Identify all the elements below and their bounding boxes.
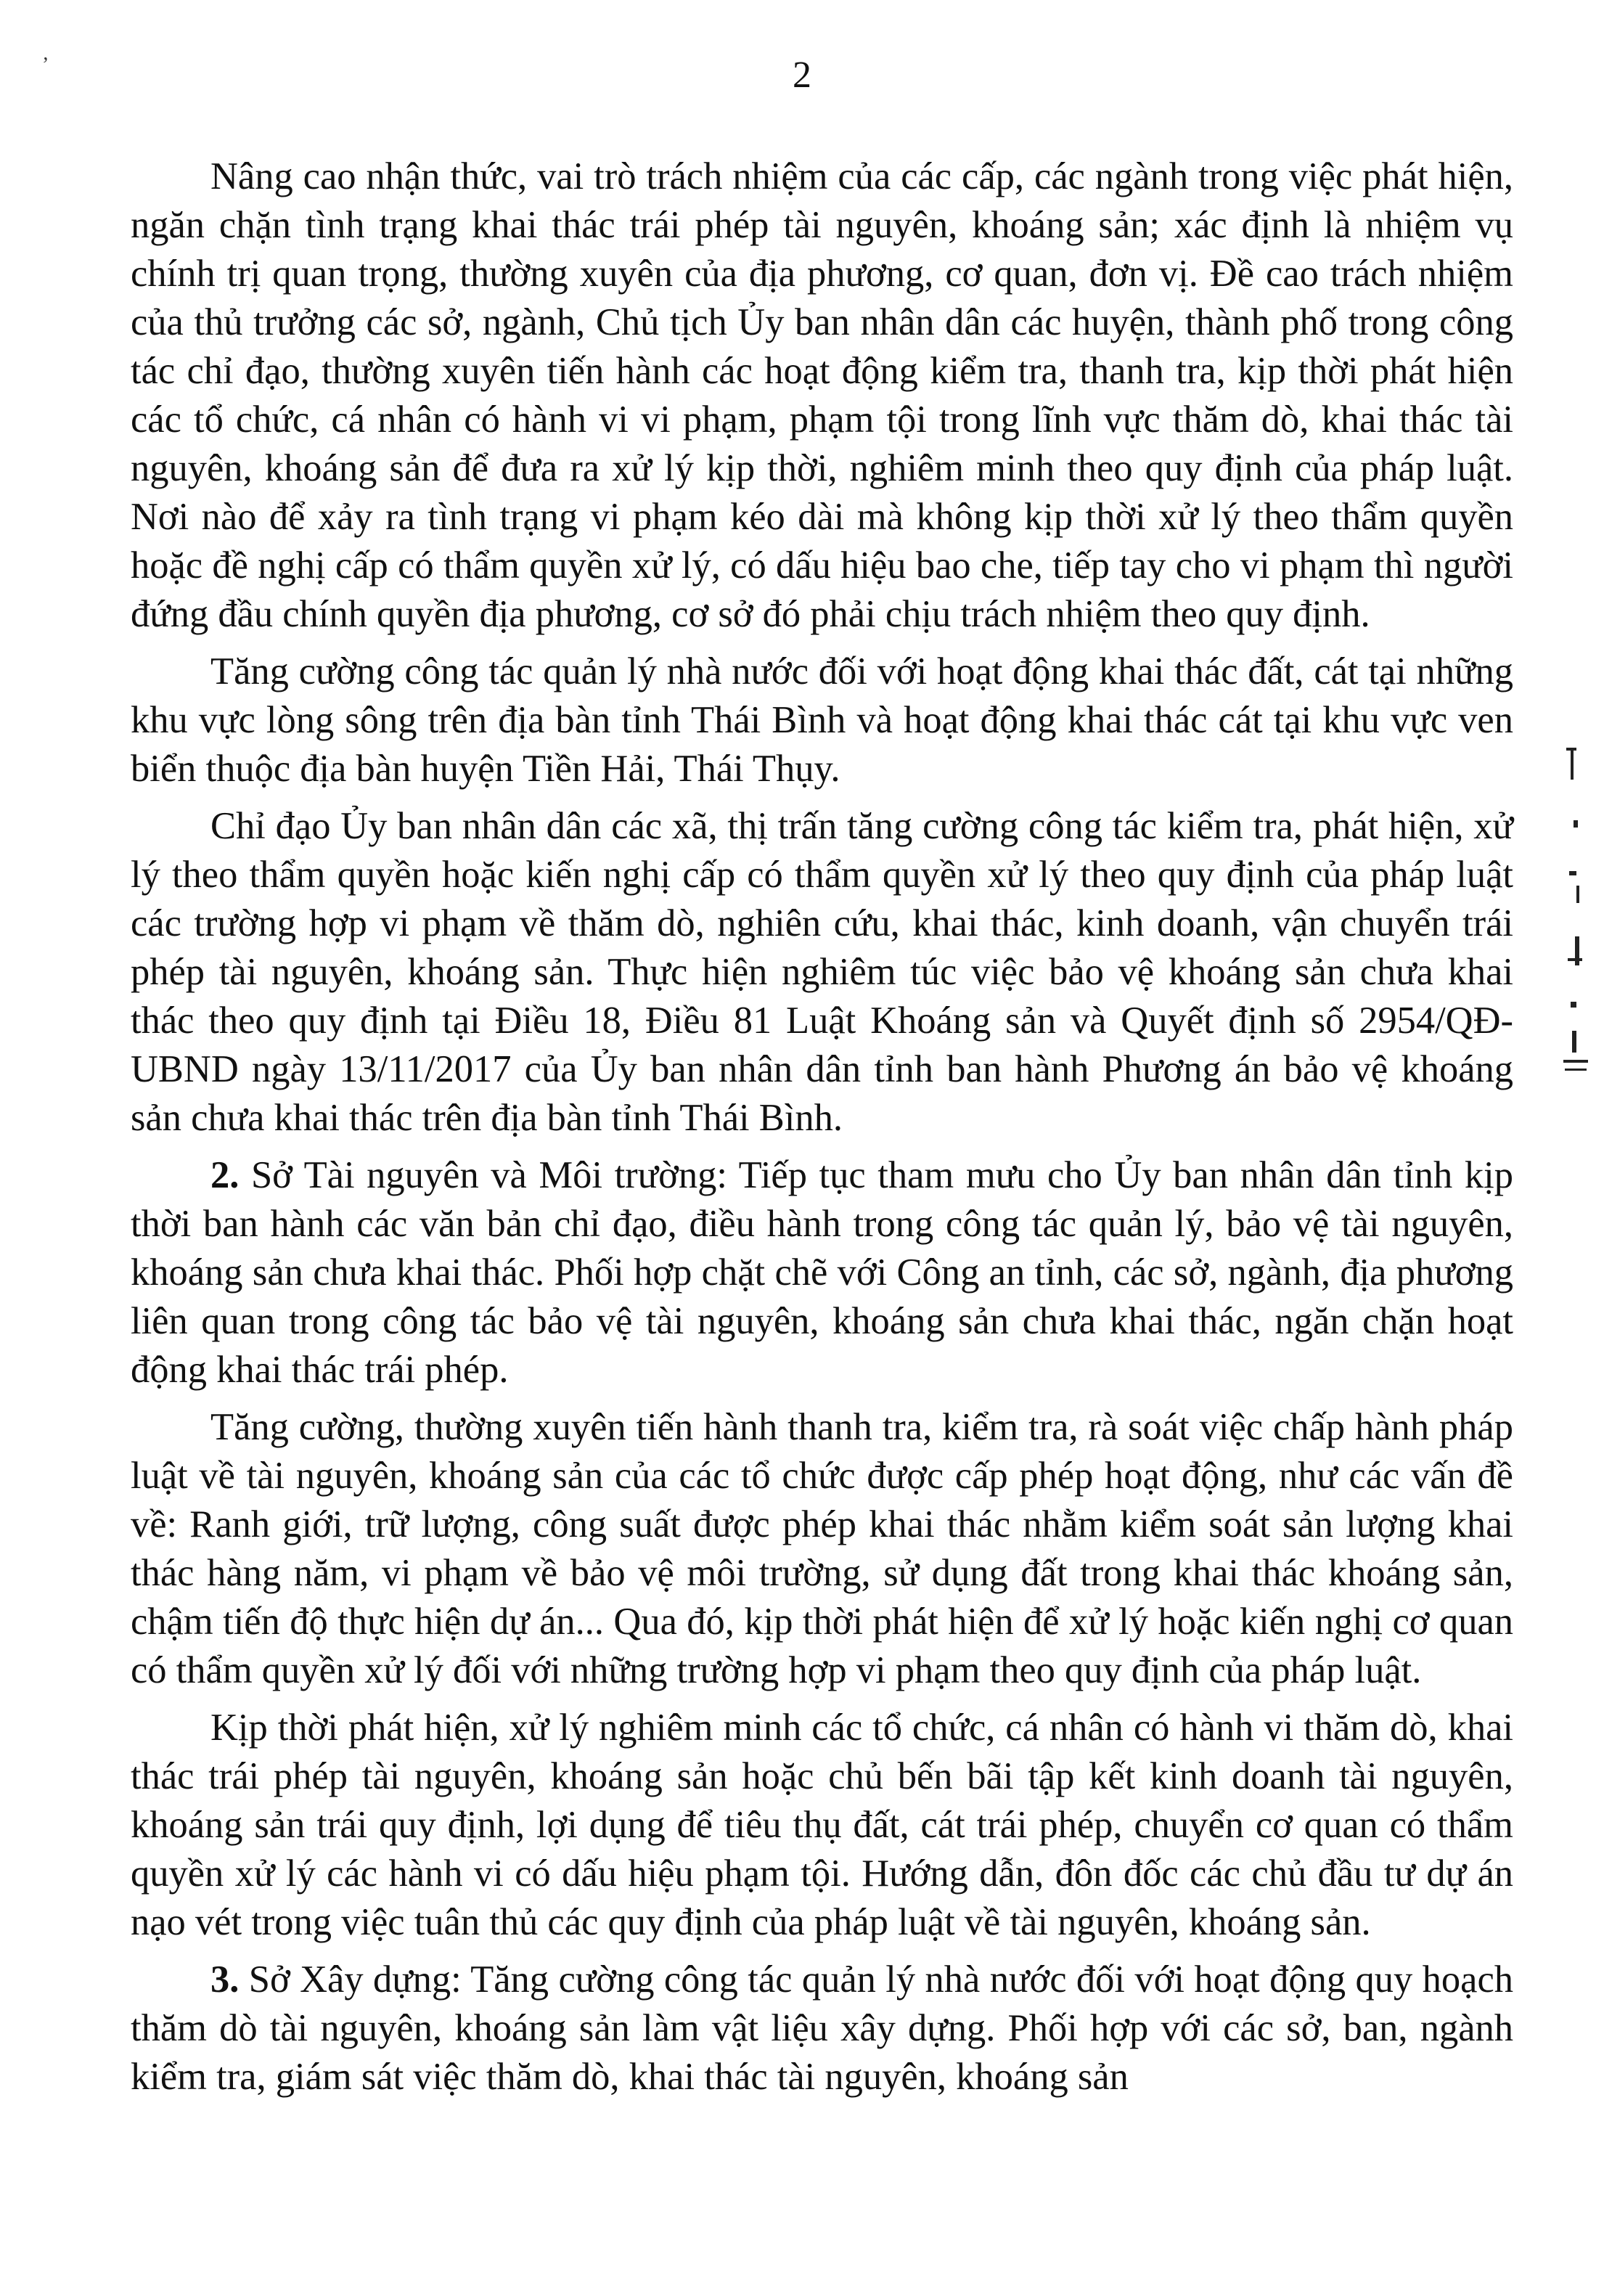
paragraph [131, 1403, 1513, 1695]
paragraph-text: Kịp thời phát hiện, xử lý nghiêm minh các tổ chức, cá nhân có hành vi thăm dò, khai thác trái phép tài nguyên, khoáng sản hoặc chủ bến bãi tập kết kinh doanh tài nguyên, khoáng sản trái quy định, lợi dụng để tiêu thụ đất, cát trái phép, chuyển cơ quan có thẩm quyền xử lý các hành vi có dấu hiệu phạm tội. Hướng dẫn, đôn đốc các chủ đầu tư dự án nạo vét trong việc tuân thủ các quy định của pháp luật về tài nguyên, khoáng sản. [131, 1707, 1513, 1943]
paragraph-text: Sở Tài nguyên và Môi trường: Tiếp tục tham mưu cho Ủy ban nhân dân tỉnh kịp thời ban hành các văn bản chỉ đạo, điều hành trong công tác quản lý, bảo vệ tài nguyên, khoáng sản chưa khai thác. Phối hợp chặt chẽ với Công an tỉnh, các sở, ngành, địa phương liên quan trong công tác bảo vệ tài nguyên, khoáng sản chưa khai thác, ngăn chặn hoạt động khai thác trái phép. [131, 1154, 1513, 1391]
paragraph-text: Tăng cường, thường xuyên tiến hành thanh tra, kiểm tra, rà soát việc chấp hành pháp luật về tài nguyên, khoáng sản của các tổ chức được cấp phép hoạt động, như các vấn đề về: Ranh giới, trữ lượng, công suất được phép khai thác nhằm kiểm soát sản lượng khai thác hàng năm, vi phạm về bảo vệ môi trường, sử dụng đất trong khai thác khoáng sản, chậm tiến độ thực hiện dự án... Qua đó, kịp thời phát hiện để xử lý hoặc kiến nghị cơ quan có thẩm quyền xử lý đối với những trường hợp vi phạm theo quy định của pháp luật. [131, 1406, 1513, 1691]
paragraph-text: Sở Xây dựng: Tăng cường công tác quản lý nhà nước đối với hoạt động quy hoạch thăm dò tài nguyên, khoáng sản làm vật liệu xây dựng. Phối hợp với các sở, ban, ngành kiểm tra, giám sát việc thăm dò, khai thác tài nguyên, khoáng sản [131, 1958, 1513, 2098]
paragraph [131, 802, 1513, 1143]
document-body [131, 152, 1513, 2110]
paragraph [131, 647, 1513, 793]
binding-edge-marks [1560, 740, 1604, 1103]
section-number: 2. [210, 1154, 240, 1196]
section-paragraph [131, 1956, 1513, 2101]
paragraph [131, 152, 1513, 639]
paragraph-text: Tăng cường công tác quản lý nhà nước đối với hoạt động khai thác đất, cát tại những khu vực lòng sông trên địa bàn tỉnh Thái Bình và hoạt động khai thác cát tại khu vực ven biển thuộc địa bàn huyện Tiền Hải, Thái Thụy. [131, 650, 1513, 790]
paragraph-text: Chỉ đạo Ủy ban nhân dân các xã, thị trấn tăng cường công tác kiểm tra, phát hiện, xử lý theo thẩm quyền hoặc kiến nghị cấp có thẩm quyền xử lý theo quy định của pháp luật các trường hợp vi phạm về thăm dò, nghiên cứu, khai thác, kinh doanh, vận chuyển trái phép tài nguyên, khoáng sản. Thực hiện nghiêm túc việc bảo vệ khoáng sản chưa khai thác theo quy định tại Điều 18, Điều 81 Luật Khoáng sản và Quyết định số 2954/QĐ-UBND ngày 13/11/2017 của Ủy ban nhân dân tỉnh ban hành Phương án bảo vệ khoáng sản chưa khai thác trên địa bàn tỉnh Thái Bình. [131, 805, 1513, 1139]
paragraph-text: Nâng cao nhận thức, vai trò trách nhiệm của các cấp, các ngành trong việc phát hiện, ngăn chặn tình trạng khai thác trái phép tài nguyên, khoáng sản; xác định là nhiệm vụ chính trị quan trọng, thường xuyên của địa phương, cơ quan, đơn vị. Đề cao trách nhiệm của thủ trưởng các sở, ngành, Chủ tịch Ủy ban nhân dân các huyện, thành phố trong công tác chỉ đạo, thường xuyên tiến hành các hoạt động kiểm tra, thanh tra, kịp thời phát hiện các tổ chức, cá nhân có hành vi vi phạm, phạm tội trong lĩnh vực thăm dò, khai thác tài nguyên, khoáng sản để đưa ra xử lý kịp thời, nghiêm minh theo quy định của pháp luật. Nơi nào để xảy ra tình trạng vi phạm kéo dài mà không kịp thời xử lý theo thẩm quyền hoặc đề nghị cấp có thẩm quyền xử lý, có dấu hiệu bao che, tiếp tay cho vi phạm thì người đứng đầu chính quyền địa phương, cơ sở đó phải chịu trách nhiệm theo quy định. [131, 155, 1513, 635]
section-paragraph [131, 1151, 1513, 1394]
paragraph [131, 1704, 1513, 1947]
scan-artifact: ’ [42, 54, 49, 76]
page-number: 2 [793, 54, 811, 96]
section-number: 3. [210, 1958, 240, 2001]
